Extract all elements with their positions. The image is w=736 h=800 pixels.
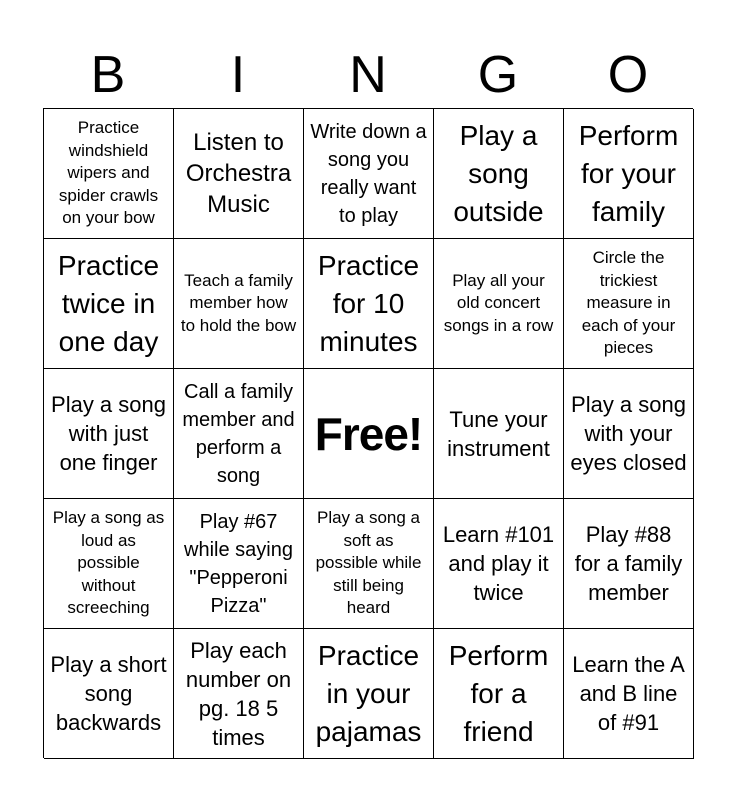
header-letter-b: B [90,46,126,104]
header-letter-o: O [607,46,649,104]
bingo-cell-o5[interactable] [564,629,694,759]
cell-label: Play all your old concert songs in a row [443,270,554,335]
cell-label: Practice in your pajamas [315,639,422,747]
cell-label: Learn the A and B line of #91 [572,652,685,735]
bingo-cell-n4[interactable] [304,499,434,629]
cell-label: Play a song with your eyes closed [570,392,687,475]
header-letter-i: I [230,46,246,104]
free-space-label: Free! [314,407,423,460]
cell-label: Play a song outside [453,119,544,227]
bingo-cell-o3[interactable] [564,369,694,499]
bingo-cell-i4[interactable] [174,499,304,629]
cell-label: Play each number on pg. 18 5 times [185,637,292,750]
bingo-cell-n5[interactable] [304,629,434,759]
bingo-cell-o1[interactable] [564,109,694,239]
bingo-cell-o2[interactable] [564,239,694,369]
bingo-cell-g1[interactable] [434,109,564,239]
bingo-cell-i2[interactable] [174,239,304,369]
cell-label: Tune your instrument [447,406,550,461]
cell-label: Perform for your family [578,119,679,227]
bingo-cell-o4[interactable] [564,499,694,629]
cell-label: Practice windshield wipers and spider crawls on your bow [58,118,159,228]
bingo-cell-n2[interactable] [304,239,434,369]
bingo-cell-g2[interactable] [434,239,564,369]
cell-label: Practice twice in one day [57,249,160,357]
cell-label: Learn #101 and play it twice [442,522,555,605]
bingo-cell-g3[interactable] [434,369,564,499]
cell-label: Play #67 while saying "Pepperoni Pizza" [184,510,293,617]
cell-label: Write down a song you really want to play [310,120,427,227]
bingo-cell-g5[interactable] [434,629,564,759]
bingo-cell-i5[interactable] [174,629,304,759]
cell-label: Perform for a friend [448,639,549,747]
bingo-header [43,42,693,108]
cell-label: Teach a family member how to hold the bow [180,270,297,335]
bingo-cell-g4[interactable] [434,499,564,629]
bingo-cell-b3[interactable] [44,369,174,499]
bingo-cell-b4[interactable] [44,499,174,629]
cell-label: Circle the trickiest measure in each of your pieces [581,248,676,358]
bingo-cell-n1[interactable] [304,109,434,239]
bingo-cell-i3[interactable] [174,369,304,499]
bingo-cell-b2[interactable] [44,239,174,369]
cell-label: Play #88 for a family member [574,522,683,605]
cell-label: Play a song a soft as possible while still being heard [315,508,422,618]
cell-label: Call a family member and perform a song [182,380,295,487]
cell-label: Listen to Orchestra Music [185,129,292,218]
bingo-cell-b5[interactable] [44,629,174,759]
bingo-cell-n3[interactable] [304,369,434,499]
cell-label: Play a song with just one finger [51,392,166,475]
cell-label: Play a song as loud as possible without screeching [52,508,165,618]
bingo-cell-i1[interactable] [174,109,304,239]
bingo-grid [43,108,693,758]
header-letter-g: G [477,46,519,104]
cell-label: Practice for 10 minutes [317,249,420,357]
header-letter-n: N [349,46,387,104]
cell-label: Play a short song backwards [50,652,167,735]
bingo-cell-b1[interactable] [44,109,174,239]
